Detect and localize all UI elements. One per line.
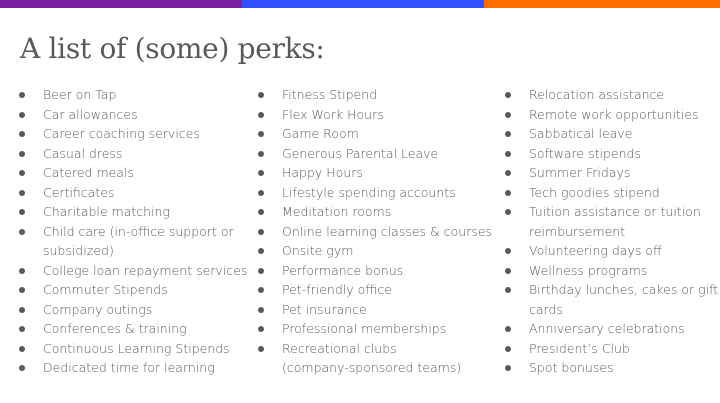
bullet-icon — [505, 365, 511, 371]
perk-item — [258, 280, 488, 300]
perk-text: College loan repayment services — [43, 262, 248, 278]
perk-text: Company outings — [43, 301, 153, 317]
perk-text: Summer Fridays — [529, 165, 631, 180]
top-color-bar — [0, 0, 720, 8]
perk-text: Professional memberships — [282, 321, 447, 336]
perk-item — [19, 300, 244, 320]
perk-text: Software stipends — [529, 145, 641, 161]
perk-item — [505, 163, 710, 183]
slide-title: A list of (some) perks: — [20, 32, 325, 65]
bullet-icon — [19, 346, 25, 352]
bullet-icon — [505, 92, 511, 98]
bullet-icon — [505, 346, 511, 352]
perk-item — [258, 202, 488, 222]
bullet-icon — [19, 209, 25, 215]
bullet-icon — [505, 248, 511, 254]
perk-text: Dedicated time for learning — [43, 360, 215, 375]
perk-text: Birthday lunches, cakes or gift — [529, 282, 719, 297]
perk-item — [258, 339, 488, 378]
bullet-icon — [505, 190, 511, 196]
perk-item — [19, 124, 244, 144]
perk-item — [19, 280, 244, 300]
perks-column-1 — [19, 85, 248, 378]
perk-text: Spot bonuses — [529, 360, 614, 375]
bullet-icon — [505, 268, 511, 274]
bullet-icon — [505, 287, 511, 293]
perk-item — [258, 183, 488, 203]
perk-item — [258, 105, 488, 125]
perk-text: Tech goodies stipend — [529, 184, 660, 200]
perk-text: Certificates — [43, 184, 115, 200]
perk-text: Relocation assistance — [529, 87, 665, 102]
perk-item — [505, 261, 710, 281]
perk-item — [19, 339, 244, 359]
perk-text: Recreational clubs — [282, 340, 397, 356]
bullet-icon — [505, 131, 511, 137]
perk-item — [505, 183, 710, 203]
perk-item — [258, 319, 488, 339]
perk-item — [19, 163, 244, 183]
perk-item — [505, 280, 719, 319]
perk-item — [505, 241, 710, 261]
bullet-icon — [19, 307, 25, 313]
bullet-icon — [258, 268, 264, 274]
bullet-icon — [258, 151, 264, 157]
perk-text: Pet-friendly office — [282, 282, 392, 297]
blue-stripe — [242, 0, 484, 8]
perk-item — [19, 85, 244, 105]
perk-item — [258, 300, 488, 320]
perk-text: Game Room — [282, 126, 359, 141]
bullet-icon — [19, 151, 25, 157]
perk-text: Conferences & training — [43, 321, 187, 336]
perk-item — [258, 241, 488, 261]
perk-item — [19, 144, 244, 164]
perk-text: Child care (in-office support or — [43, 223, 234, 239]
bullet-icon — [505, 112, 511, 118]
perk-item — [505, 124, 710, 144]
perk-item — [258, 163, 488, 183]
perk-text: Performance bonus — [282, 262, 404, 278]
perk-text: (company-sponsored teams) — [282, 360, 462, 375]
perk-item — [19, 261, 248, 281]
perk-text: Lifestyle spending accounts — [282, 184, 456, 200]
bullet-icon — [258, 346, 264, 352]
bullet-icon — [505, 170, 511, 176]
perk-text: Remote work opportunities — [529, 106, 699, 122]
perk-item — [505, 319, 710, 339]
perk-item — [258, 124, 488, 144]
perks-column-2 — [258, 85, 493, 378]
bullet-icon — [19, 92, 25, 98]
perk-text: Volunteering days off — [529, 243, 662, 258]
perk-text: Anniversary celebrations — [529, 321, 685, 336]
bullet-icon — [258, 190, 264, 196]
perk-item — [19, 222, 244, 261]
bullet-icon — [19, 365, 25, 371]
bullet-icon — [19, 229, 25, 235]
perk-text: reimbursement — [529, 223, 626, 239]
perk-text: Car allowances — [43, 106, 138, 122]
perk-text: Tuition assistance or tuition — [529, 204, 701, 219]
perk-text: Catered meals — [43, 165, 134, 180]
perk-text: Wellness programs — [529, 262, 648, 278]
perk-item — [505, 144, 710, 164]
perk-item — [258, 222, 493, 242]
perk-item — [258, 144, 488, 164]
bullet-icon — [258, 307, 264, 313]
perk-item — [19, 319, 244, 339]
bullet-icon — [19, 170, 25, 176]
bullet-icon — [19, 287, 25, 293]
perk-text: Fitness Stipend — [282, 87, 378, 102]
perk-item — [19, 358, 244, 378]
perk-item — [505, 202, 710, 241]
perk-text: cards — [529, 301, 563, 317]
bullet-icon — [258, 248, 264, 254]
bullet-icon — [19, 112, 25, 118]
bullet-icon — [258, 131, 264, 137]
perk-text: Career coaching services — [43, 126, 200, 141]
bullet-icon — [505, 209, 511, 215]
perk-text: Beer on Tap — [43, 87, 117, 102]
perk-text: Onsite gym — [282, 243, 354, 258]
bullet-icon — [258, 326, 264, 332]
perk-item — [258, 85, 488, 105]
bullet-icon — [258, 229, 264, 235]
purple-stripe — [0, 0, 242, 8]
perk-text: Charitable matching — [43, 204, 170, 219]
perk-text: Continuous Learning Stipends — [43, 340, 230, 356]
perk-text: Casual dress — [43, 145, 123, 161]
bullet-icon — [258, 209, 264, 215]
bullet-icon — [19, 326, 25, 332]
perk-item — [505, 85, 710, 105]
perk-item — [505, 339, 710, 359]
perk-item — [19, 105, 244, 125]
perk-item — [19, 183, 244, 203]
bullet-icon — [19, 131, 25, 137]
orange-stripe — [484, 0, 720, 8]
perk-text: Pet insurance — [282, 301, 367, 317]
perk-item — [505, 105, 710, 125]
bullet-icon — [258, 92, 264, 98]
perk-text: Sabbatical leave — [529, 126, 633, 141]
bullet-icon — [505, 151, 511, 157]
perk-text: Generous Parental Leave — [282, 145, 439, 161]
perk-text: subsidized) — [43, 243, 114, 258]
perk-item — [505, 358, 710, 378]
perk-text: Online learning classes & courses — [282, 223, 493, 239]
perk-text: President’s Club — [529, 340, 630, 356]
perk-text: Commuter Stipends — [43, 282, 168, 297]
perk-item — [19, 202, 244, 222]
bullet-icon — [258, 112, 264, 118]
bullet-icon — [505, 326, 511, 332]
bullet-icon — [19, 268, 25, 274]
perk-item — [258, 261, 488, 281]
perk-text: Meditation rooms — [282, 204, 392, 219]
perk-text: Happy Hours — [282, 165, 363, 180]
perk-text: Flex Work Hours — [282, 106, 384, 122]
bullet-icon — [19, 190, 25, 196]
bullet-icon — [258, 287, 264, 293]
bullet-icon — [258, 170, 264, 176]
perks-column-3 — [505, 85, 719, 378]
